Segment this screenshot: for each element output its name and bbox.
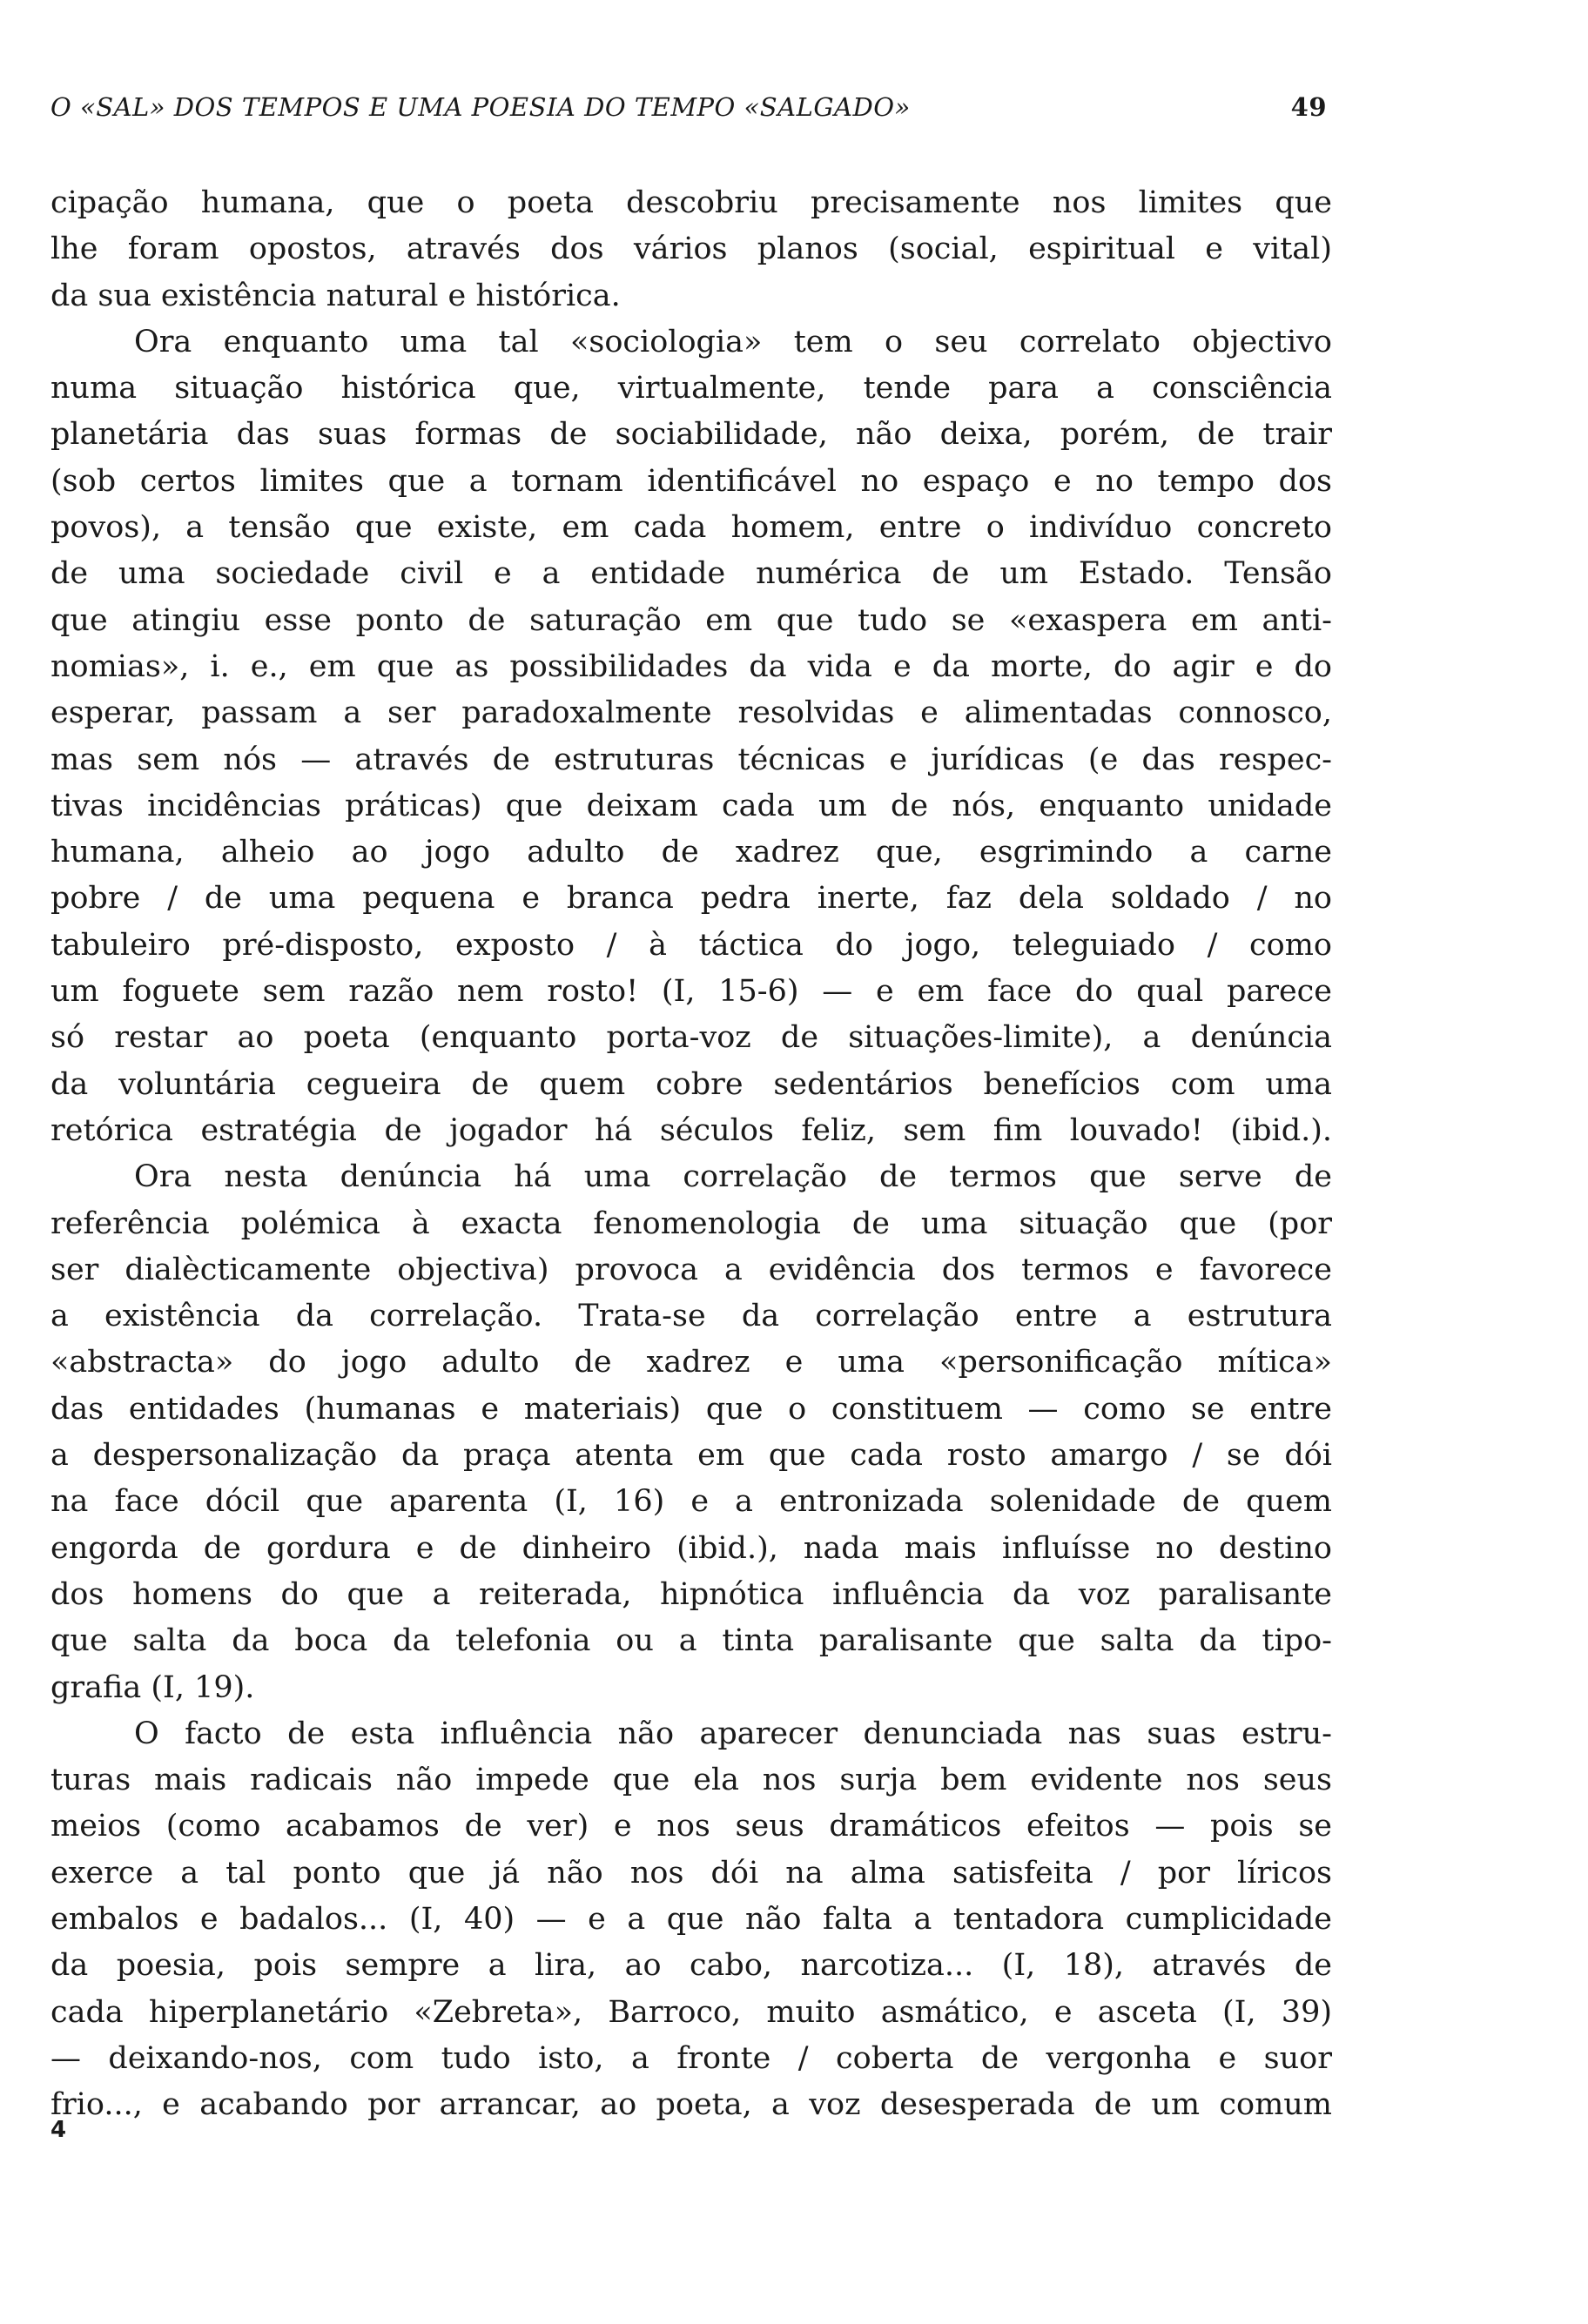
text-line: tabuleiro pré-disposto, exposto / à táctica do jogo, teleguiado / como	[50, 927, 1332, 963]
text-line: de uma sociedade civil e a entidade numérica de um Estado. Tensão	[50, 556, 1332, 592]
text-line: grafia (I, 19).	[50, 1669, 255, 1705]
text-line: (sob certos limites que a tornam identificável no espaço e no tempo dos	[50, 463, 1332, 499]
text-line: povos), a tensão que existe, em cada homem, entre o indivíduo concreto	[50, 510, 1332, 546]
text-line: humana, alheio ao jogo adulto de xadrez que, esgrimindo a carne	[50, 835, 1332, 870]
running-title: O «SAL» DOS TEMPOS E UMA POESIA DO TEMPO «SALGADO»	[50, 92, 911, 122]
text-line: nomias», i. e., em que as possibilidades da vida e da morte, do agir e do	[50, 648, 1332, 684]
text-line: tivas incidências práticas) que deixam cada um de nós, enquanto unidade	[50, 788, 1332, 823]
text-line: da sua existência natural e histórica.	[50, 278, 621, 313]
text-line: da voluntária cegueira de quem cobre sedentários benefícios com uma	[50, 1066, 1332, 1102]
text-line: das entidades (humanas e materiais) que o constituem — como se entre	[50, 1391, 1332, 1427]
text-line: só restar ao poeta (enquanto porta-voz de situações-limite), a denúncia	[50, 1020, 1332, 1056]
text-line: a existência da correlação. Trata-se da correlação entre a estrutura	[50, 1299, 1332, 1334]
text-line: planetária das suas formas de sociabilidade, não deixa, porém, de trair	[50, 417, 1332, 453]
text-line: ser dialècticamente objectiva) provoca a evidência dos termos e favorece	[50, 1252, 1332, 1287]
paragraph-start-line: O facto de esta influência não aparecer denunciada nas suas estru-	[134, 1716, 1332, 1751]
text-line: esperar, passam a ser paradoxalmente resolvidas e alimentadas connosco,	[50, 695, 1332, 731]
text-line: a despersonalização da praça atenta em que cada rosto amargo / se dói	[50, 1438, 1332, 1474]
text-line: que atingiu esse ponto de saturação em que tudo se «exaspera em anti-	[50, 602, 1332, 638]
text-line: um foguete sem razão nem rosto! (I, 15-6) — e em face do qual parece	[50, 974, 1332, 1010]
text-line: na face dócil que aparenta (I, 16) e a entronizada solenidade de quem	[50, 1484, 1332, 1520]
text-line: turas mais radicais não impede que ela nos surja bem evidente nos seus	[50, 1763, 1332, 1798]
text-line: engorda de gordura e de dinheiro (ibid.), nada mais influísse no destino	[50, 1530, 1332, 1566]
text-line: numa situação histórica que, virtualmente, tende para a consciência	[50, 371, 1332, 406]
text-line: da poesia, pois sempre a lira, ao cabo, narcotiza... (I, 18), através de	[50, 1948, 1332, 1984]
text-line: cipação humana, que o poeta descobriu precisamente nos limites que	[50, 185, 1332, 220]
text-line: mas sem nós — através de estruturas técnicas e jurídicas (e das respec-	[50, 742, 1332, 777]
text-line: «abstracta» do jogo adulto de xadrez e uma «personificação mítica»	[50, 1345, 1332, 1380]
paragraph-start-line: Ora nesta denúncia há uma correlação de termos que serve de	[134, 1159, 1332, 1195]
text-line: retórica estratégia de jogador há séculos feliz, sem fim louvado! (ibid.).	[50, 1112, 1332, 1148]
text-line: cada hiperplanetário «Zebreta», Barroco, muito asmático, e asceta (I, 39)	[50, 1994, 1332, 2030]
text-line: dos homens do que a reiterada, hipnótica influência da voz paralisante	[50, 1576, 1332, 1612]
text-line: frio..., e acabando por arrancar, ao poeta, a voz desesperada de um comum	[50, 2087, 1332, 2123]
running-header	[50, 92, 1332, 127]
text-line: referência polémica à exacta fenomenologia de uma situação que (por	[50, 1206, 1332, 1241]
text-line: que salta da boca da telefonia ou a tinta paralisante que salta da tipo-	[50, 1623, 1332, 1659]
text-line: lhe foram opostos, através dos vários planos (social, espiritual e vital)	[50, 232, 1332, 267]
text-line: embalos e badalos... (I, 40) — e a que não falta a tentadora cumplicidade	[50, 1901, 1332, 1937]
text-line: exerce a tal ponto que já não nos dói na alma satisfeita / por líricos	[50, 1855, 1332, 1891]
text-line: meios (como acabamos de ver) e nos seus dramáticos efeitos — pois se	[50, 1809, 1332, 1844]
paragraph-start-line: Ora enquanto uma tal «sociologia» tem o seu correlato objectivo	[134, 324, 1332, 359]
body-text	[50, 180, 1332, 2128]
text-line: pobre / de uma pequena e branca pedra inerte, faz dela soldado / no	[50, 881, 1332, 917]
page-number: 49	[1290, 92, 1327, 122]
printer-signature-mark: 4	[50, 2117, 67, 2143]
text-line: — deixando-nos, com tudo isto, a fronte / coberta de vergonha e suor	[50, 2040, 1332, 2076]
